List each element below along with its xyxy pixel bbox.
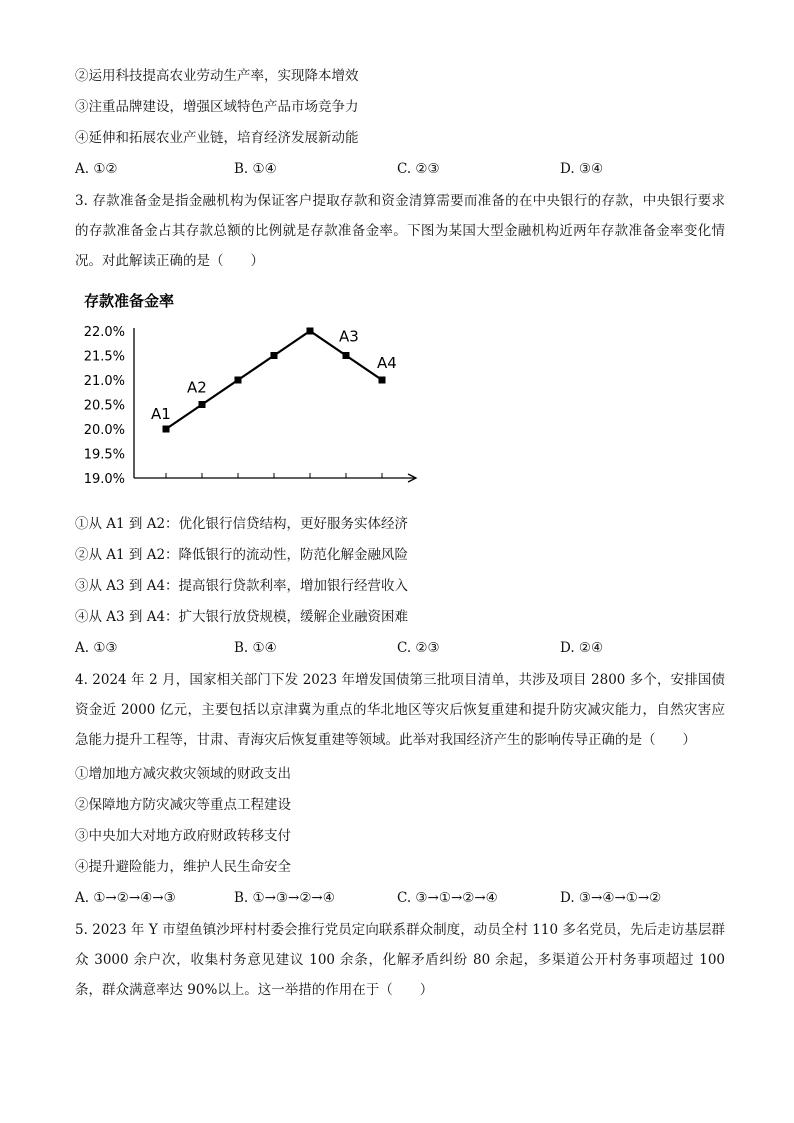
data-point: [235, 377, 242, 384]
data-point: [199, 401, 206, 408]
y-tick-label: 21.5%: [83, 349, 125, 365]
q2-statement-4: ④延伸和拓展农业产业链，培育经济发展新动能: [75, 130, 359, 146]
y-tick-label: 20.5%: [83, 398, 125, 414]
y-tick-label: 20.0%: [83, 423, 125, 438]
point-label: A2: [187, 378, 207, 397]
q3-statement-4: ④从 A3 到 A4：扩大银行放贷规模，缓解企业融资困难: [75, 609, 409, 625]
q2-statement-3: ③注重品牌建设，增强区域特色产品市场竞争力: [75, 99, 359, 115]
q4-option-b: B. ①→③→②→④: [234, 890, 335, 906]
data-point: [379, 377, 386, 384]
q4-statement-2: ②保障地方防灾减灾等重点工程建设: [75, 797, 291, 813]
y-tick-labels: [84, 325, 125, 487]
q3-option-b: B. ①④: [234, 640, 277, 656]
y-tick-label: 19.5%: [83, 447, 125, 463]
q2-option-b: B. ①④: [234, 161, 277, 177]
data-point: [163, 426, 170, 433]
data-point: [307, 328, 314, 335]
q3-statement-3: ③从 A3 到 A4：提高银行贷款利率，增加银行经营收入: [75, 578, 409, 594]
q2-option-d: D. ③④: [560, 161, 604, 177]
q3-option-a: A. ①③: [75, 640, 118, 656]
x-ticks: [166, 473, 382, 478]
q4-options: [75, 888, 725, 908]
point-label: A4: [377, 354, 397, 372]
point-labels: [151, 328, 397, 424]
y-tick-label: 19.0%: [83, 472, 125, 487]
q3-stem: 3. 存款准备金是指金融机构为保证客户提取存款和资金清算需要而准备的在中央银行的存款，中央银行要求的存款准备金占其存款总额的比例就是存款准备金率。下图为某国大型金融机构近两年存款准备金率变化情况。对此解读正确的是（ ）: [75, 193, 725, 269]
q4-option-c: C. ③→①→②→④: [397, 890, 498, 906]
chart-svg: [82, 288, 422, 493]
q4-statement-1: ①增加地方减灾救灾领域的财政支出: [75, 766, 291, 782]
y-tick-label: 21.0%: [83, 374, 125, 389]
chart-title: 存款准备金率: [84, 292, 175, 310]
q2-option-c: C. ②③: [397, 161, 440, 177]
data-point: [271, 352, 278, 359]
q4-statement-3: ③中央加大对地方政府财政转移支付: [75, 828, 291, 844]
q3-options: [75, 638, 725, 658]
reserve-ratio-chart: [82, 288, 422, 493]
q4-option-a: A. ①→②→④→③: [75, 890, 176, 906]
q2-option-a: A. ①②: [75, 161, 118, 177]
q3-statement-2: ②从 A1 到 A2：降低银行的流动性，防范化解金融风险: [75, 547, 409, 563]
q2-statement-2: ②运用科技提高农业劳动生产率，实现降本增效: [75, 68, 359, 84]
q2-options: [75, 159, 725, 179]
point-label: A3: [339, 327, 359, 346]
data-point: [343, 352, 350, 359]
point-label: A1: [151, 405, 171, 423]
q4-statement-4: ④提升避险能力，维护人民生命安全: [75, 859, 291, 875]
q5-stem: 5. 2023 年 Y 市望鱼镇沙坪村村委会推行党员定向联系群众制度，动员全村 110 多名党员，先后走访基层群众 3000 余户次，收集村务意见建议 100 余条，化解矛盾纠纷 80 余起，多渠道公开村务事项超过 100 条，群众满意率达 90%以上。这一举措的作用在于（ ）: [75, 922, 725, 998]
q3-option-d: D. ②④: [560, 640, 604, 656]
q4-option-d: D. ③→④→①→②: [560, 890, 662, 906]
y-tick-label: 22.0%: [83, 325, 125, 340]
q3-option-c: C. ②③: [397, 640, 440, 656]
q3-statement-1: ①从 A1 到 A2：优化银行信贷结构，更好服务实体经济: [75, 516, 409, 532]
q4-stem: 4. 2024 年 2 月，国家相关部门下发 2023 年增发国债第三批项目清单，共涉及项目 2800 多个，安排国债资金近 2000 亿元，主要包括以京津冀为重点的华北地区等灾后恢复重建和提升防灾减灾能力，自然灾害应急能力提升工程等，甘肃、青海灾后恢复重建等领域。此举对我国经济产生的影响传导正确的是（ ）: [75, 672, 725, 748]
